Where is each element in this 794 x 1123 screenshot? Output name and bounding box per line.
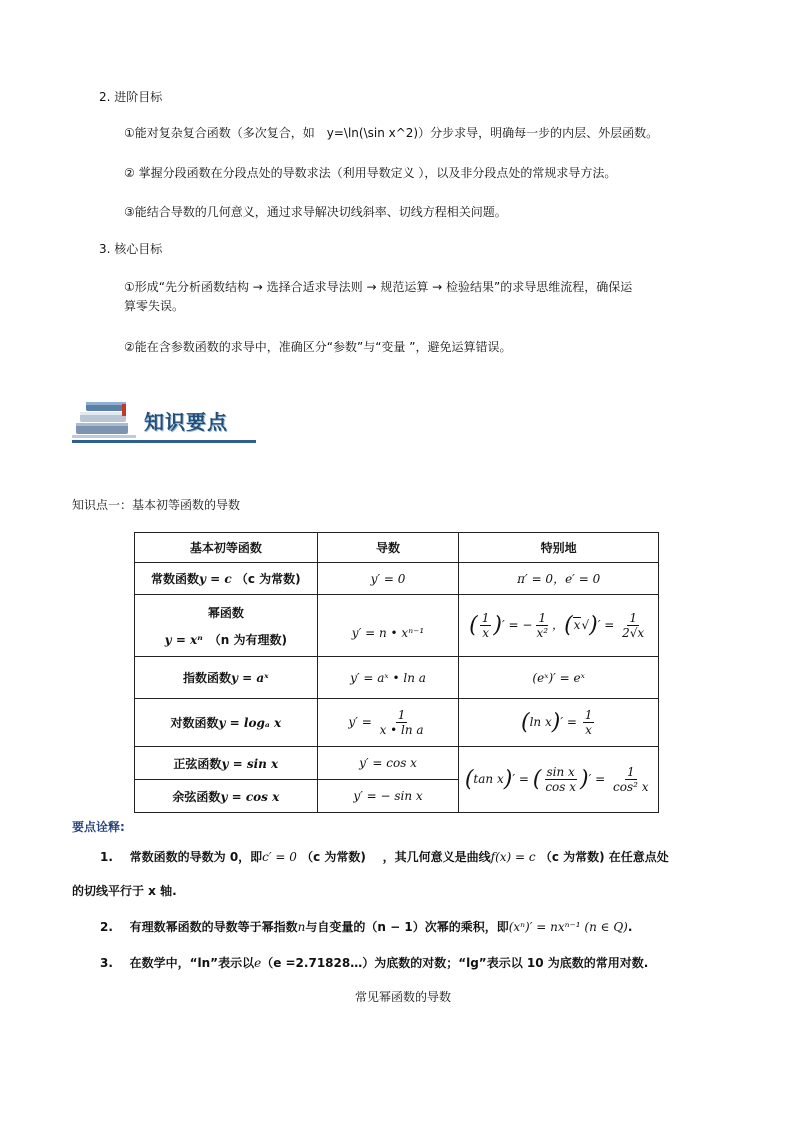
notes-heading: 要点诠释: [72, 820, 125, 834]
section-title: 知识点一：基本初等函数的导数 [72, 498, 241, 512]
table-header-function: 基本初等函数 [135, 533, 318, 563]
row-logarithm-function: 对数函数y = logₐ x [135, 699, 318, 747]
table-row [135, 595, 659, 657]
row-cosine-derivative: y′ = − sin x [317, 780, 459, 813]
footer-caption: 常见幂函数的导数 [355, 990, 452, 1004]
core-goals-heading: 3. 核心目标 [99, 242, 163, 256]
core-goal-item-1-line-1: ①形成“先分析函数结构 → 选择合适求导法则 → 规范运算 → 检验结果”的求导思维流程，确保运 [124, 280, 633, 294]
row-exponential-function: 指数函数y = aˣ [135, 657, 318, 699]
note-1-line-1: 1. 常数函数的导数为 0，即c′ = 0 （c 为常数) ，其几何意义是曲线f(x) = c （c 为常数) 在任意点处 [100, 850, 669, 864]
advanced-goal-item-1: ①能对复杂复合函数（多次复合，如 y=\ln(\sin x^2)）分步求导，明确每一步的内层、外层函数。 [124, 126, 659, 140]
table-header-row [135, 533, 659, 563]
table-row [135, 699, 659, 747]
note-2: 2. 有理数幂函数的导数等于幂指数n与自变量的（n − 1）次幂的乘积，即(xⁿ)′ = nxⁿ⁻¹ (n ∈ Q). [100, 920, 633, 934]
table-row [135, 657, 659, 699]
row-sine-function: 正弦函数y = sin x [135, 747, 318, 780]
advanced-goals-heading: 2. 进阶目标 [99, 90, 163, 104]
derivative-table [134, 532, 659, 813]
row-exponential-special: (eˣ)′ = eˣ [459, 657, 659, 699]
table-header-derivative: 导数 [317, 533, 459, 563]
knowledge-banner [70, 396, 256, 448]
table-row [135, 563, 659, 595]
row-constant-derivative: y′ = 0 [317, 563, 459, 595]
table-header-special: 特别地 [459, 533, 659, 563]
row-power-derivative: y′ = n • xⁿ⁻¹ [317, 595, 459, 657]
books-stack-icon [72, 398, 138, 442]
row-cosine-function: 余弦函数y = cos x [135, 780, 318, 813]
row-logarithm-special: (ln x)′ = $\frac{1}{x}$ [459, 699, 659, 747]
core-goal-item-2: ②能在含参数函数的求导中，准确区分“参数”与“变量 ”，避免运算错误。 [124, 340, 512, 354]
table-row [135, 747, 659, 780]
row-power-function: 幂函数 y = xⁿ （n 为有理数) [135, 595, 318, 657]
row-exponential-derivative: y′ = aˣ • ln a [317, 657, 459, 699]
row-sine-derivative: y′ = cos x [317, 747, 459, 780]
advanced-goal-item-3: ③能结合导数的几何意义，通过求导解决切线斜率、切线方程相关问题。 [124, 205, 507, 219]
row-power-special: ( $\frac{1}{x}$ )′ = − $\frac{1}{\text{x²}}$ ，(x√)′ = $\frac{1}{2√x}$ [459, 595, 659, 657]
note-3: 3. 在数学中，“ln”表示以e（e =2.71828…）为底数的对数；“lg”表示以 10 为底数的常用对数. [100, 956, 649, 970]
banner-title: 知识要点 [144, 410, 228, 434]
row-constant-function: 常数函数y = c （c 为常数) [135, 563, 318, 595]
row-constant-special: π′ = 0，e′ = 0 [459, 563, 659, 595]
row-tan-special: (tan x)′ = ( $\frac{\text{sin x}}{\text{cos x}}$ )′ = $\frac{1}{\text{cos² x}}$ [459, 747, 659, 813]
note-1-line-2: 的切线平行于 x 轴. [72, 884, 177, 898]
banner-underline [72, 440, 256, 443]
row-logarithm-derivative: y′ = $\frac{1}{\text{x • ln a}}$ [317, 699, 459, 747]
core-goal-item-1-line-2: 算零失误。 [124, 299, 185, 313]
advanced-goal-item-2: ② 掌握分段函数在分段点处的导数求法（利用导数定义 ），以及非分段点处的常规求导方法。 [124, 166, 617, 180]
